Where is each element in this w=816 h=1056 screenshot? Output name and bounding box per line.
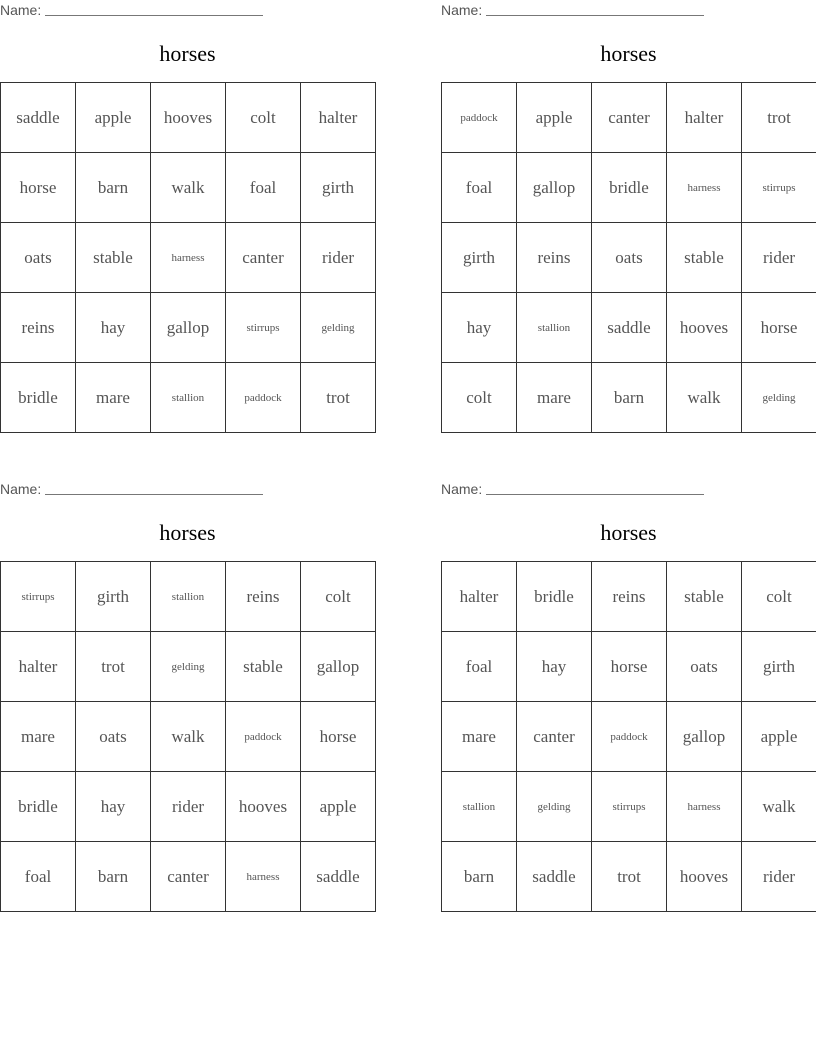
bingo-cell: rider: [151, 772, 226, 842]
bingo-cell: horse: [742, 293, 816, 363]
bingo-cell: saddle: [517, 842, 592, 912]
bingo-cell: gallop: [517, 153, 592, 223]
bingo-cell: trot: [301, 363, 376, 433]
bingo-cell: colt: [442, 363, 517, 433]
bingo-cell: rider: [301, 223, 376, 293]
bingo-cell: stable: [226, 632, 301, 702]
bingo-row: [1, 153, 376, 223]
bingo-cell: apple: [76, 83, 151, 153]
bingo-cell: colt: [742, 562, 816, 632]
bingo-row: [442, 293, 816, 363]
bingo-cell: reins: [592, 562, 667, 632]
bingo-cell: hay: [76, 293, 151, 363]
bingo-card-4: [441, 479, 816, 912]
bingo-cell: horse: [1, 153, 76, 223]
bingo-grid: [0, 561, 376, 912]
bingo-cell: stable: [667, 562, 742, 632]
bingo-cell: foal: [442, 632, 517, 702]
bingo-cell: saddle: [301, 842, 376, 912]
bingo-cell: colt: [301, 562, 376, 632]
bingo-cell: mare: [442, 702, 517, 772]
bingo-cell: gelding: [517, 772, 592, 842]
bingo-cell: stallion: [517, 293, 592, 363]
bingo-cell: gelding: [151, 632, 226, 702]
bingo-cell: gelding: [301, 293, 376, 363]
bingo-cell: horse: [592, 632, 667, 702]
bingo-cell: trot: [76, 632, 151, 702]
bingo-cell: saddle: [1, 83, 76, 153]
bingo-cell: stallion: [442, 772, 517, 842]
bingo-row: [1, 293, 376, 363]
bingo-cell: stallion: [151, 562, 226, 632]
bingo-row: [442, 562, 816, 632]
bingo-cell: bridle: [517, 562, 592, 632]
bingo-cell: stable: [76, 223, 151, 293]
bingo-cell: harness: [667, 153, 742, 223]
card-title: horses: [600, 41, 657, 66]
bingo-cell: stallion: [151, 363, 226, 433]
bingo-cell: girth: [442, 223, 517, 293]
bingo-cell: stirrups: [226, 293, 301, 363]
bingo-cell: apple: [742, 702, 816, 772]
name-line: [441, 0, 816, 20]
bingo-cell: mare: [76, 363, 151, 433]
bingo-cell: foal: [442, 153, 517, 223]
bingo-cell: halter: [301, 83, 376, 153]
bingo-cell: mare: [517, 363, 592, 433]
bingo-row: [442, 632, 816, 702]
bingo-cell: paddock: [592, 702, 667, 772]
bingo-row: [442, 363, 816, 433]
bingo-cell: bridle: [1, 772, 76, 842]
bingo-cell: stable: [667, 223, 742, 293]
bingo-row: [1, 223, 376, 293]
bingo-row: [1, 842, 376, 912]
card-title: horses: [159, 520, 216, 545]
bingo-row: [442, 223, 816, 293]
bingo-cell: gallop: [301, 632, 376, 702]
bingo-cell: hay: [517, 632, 592, 702]
card-title: horses: [159, 41, 216, 66]
bingo-cell: halter: [667, 83, 742, 153]
bingo-card-3: [0, 479, 375, 912]
bingo-cell: girth: [301, 153, 376, 223]
bingo-cell: paddock: [226, 702, 301, 772]
bingo-cell: hooves: [667, 842, 742, 912]
bingo-cell: barn: [592, 363, 667, 433]
bingo-row: [1, 562, 376, 632]
bingo-cell: halter: [442, 562, 517, 632]
bingo-cell: walk: [151, 153, 226, 223]
bingo-cell: reins: [226, 562, 301, 632]
bingo-cell: harness: [151, 223, 226, 293]
bingo-card-1: [0, 0, 375, 433]
bingo-cell: paddock: [442, 83, 517, 153]
bingo-cell: colt: [226, 83, 301, 153]
name-line: [441, 479, 816, 499]
bingo-cell: canter: [151, 842, 226, 912]
bingo-row: [442, 772, 816, 842]
bingo-cell: oats: [592, 223, 667, 293]
bingo-cell: girth: [742, 632, 816, 702]
bingo-cell: rider: [742, 842, 816, 912]
bingo-cell: apple: [301, 772, 376, 842]
name-label: Name:: [0, 2, 42, 18]
bingo-cell: mare: [1, 702, 76, 772]
bingo-cell: oats: [1, 223, 76, 293]
bingo-row: [1, 632, 376, 702]
bingo-cell: reins: [1, 293, 76, 363]
bingo-row: [442, 702, 816, 772]
bingo-cell: barn: [442, 842, 517, 912]
name-line: [0, 479, 375, 499]
bingo-cell: foal: [226, 153, 301, 223]
card-title: horses: [600, 520, 657, 545]
bingo-cell: hooves: [151, 83, 226, 153]
bingo-cell: walk: [742, 772, 816, 842]
bingo-cell: bridle: [1, 363, 76, 433]
name-label: Name:: [0, 481, 42, 497]
bingo-cell: barn: [76, 842, 151, 912]
name-blank-line[interactable]: [486, 481, 704, 495]
bingo-row: [442, 153, 816, 223]
bingo-cell: hooves: [667, 293, 742, 363]
bingo-cell: trot: [742, 83, 816, 153]
bingo-cell: trot: [592, 842, 667, 912]
bingo-cell: walk: [667, 363, 742, 433]
bingo-card-2: [441, 0, 816, 433]
bingo-cell: canter: [592, 83, 667, 153]
bingo-cell: apple: [517, 83, 592, 153]
bingo-cell: hay: [76, 772, 151, 842]
bingo-grid: [0, 82, 376, 433]
bingo-cell: girth: [76, 562, 151, 632]
bingo-row: [1, 772, 376, 842]
bingo-grid: [441, 82, 816, 433]
bingo-cell: foal: [1, 842, 76, 912]
bingo-cell: oats: [76, 702, 151, 772]
name-line: [0, 0, 375, 20]
bingo-cell: hay: [442, 293, 517, 363]
bingo-cell: gallop: [151, 293, 226, 363]
bingo-cell: reins: [517, 223, 592, 293]
bingo-cell: walk: [151, 702, 226, 772]
bingo-cell: canter: [226, 223, 301, 293]
bingo-cell: harness: [226, 842, 301, 912]
bingo-cell: paddock: [226, 363, 301, 433]
bingo-cell: horse: [301, 702, 376, 772]
bingo-cell: hooves: [226, 772, 301, 842]
bingo-row: [1, 363, 376, 433]
name-blank-line[interactable]: [45, 2, 263, 16]
bingo-cell: stirrups: [1, 562, 76, 632]
bingo-cell: barn: [76, 153, 151, 223]
bingo-cell: stirrups: [742, 153, 816, 223]
bingo-row: [1, 83, 376, 153]
name-blank-line[interactable]: [486, 2, 704, 16]
bingo-cell: rider: [742, 223, 816, 293]
bingo-row: [1, 702, 376, 772]
bingo-cell: bridle: [592, 153, 667, 223]
bingo-row: [442, 83, 816, 153]
bingo-cell: oats: [667, 632, 742, 702]
bingo-cell: stirrups: [592, 772, 667, 842]
bingo-cell: gallop: [667, 702, 742, 772]
bingo-cell: canter: [517, 702, 592, 772]
name-label: Name:: [441, 2, 483, 18]
bingo-row: [442, 842, 816, 912]
bingo-grid: [441, 561, 816, 912]
name-blank-line[interactable]: [45, 481, 263, 495]
bingo-cell: saddle: [592, 293, 667, 363]
bingo-cell: halter: [1, 632, 76, 702]
bingo-cell: harness: [667, 772, 742, 842]
name-label: Name:: [441, 481, 483, 497]
bingo-cell: gelding: [742, 363, 816, 433]
